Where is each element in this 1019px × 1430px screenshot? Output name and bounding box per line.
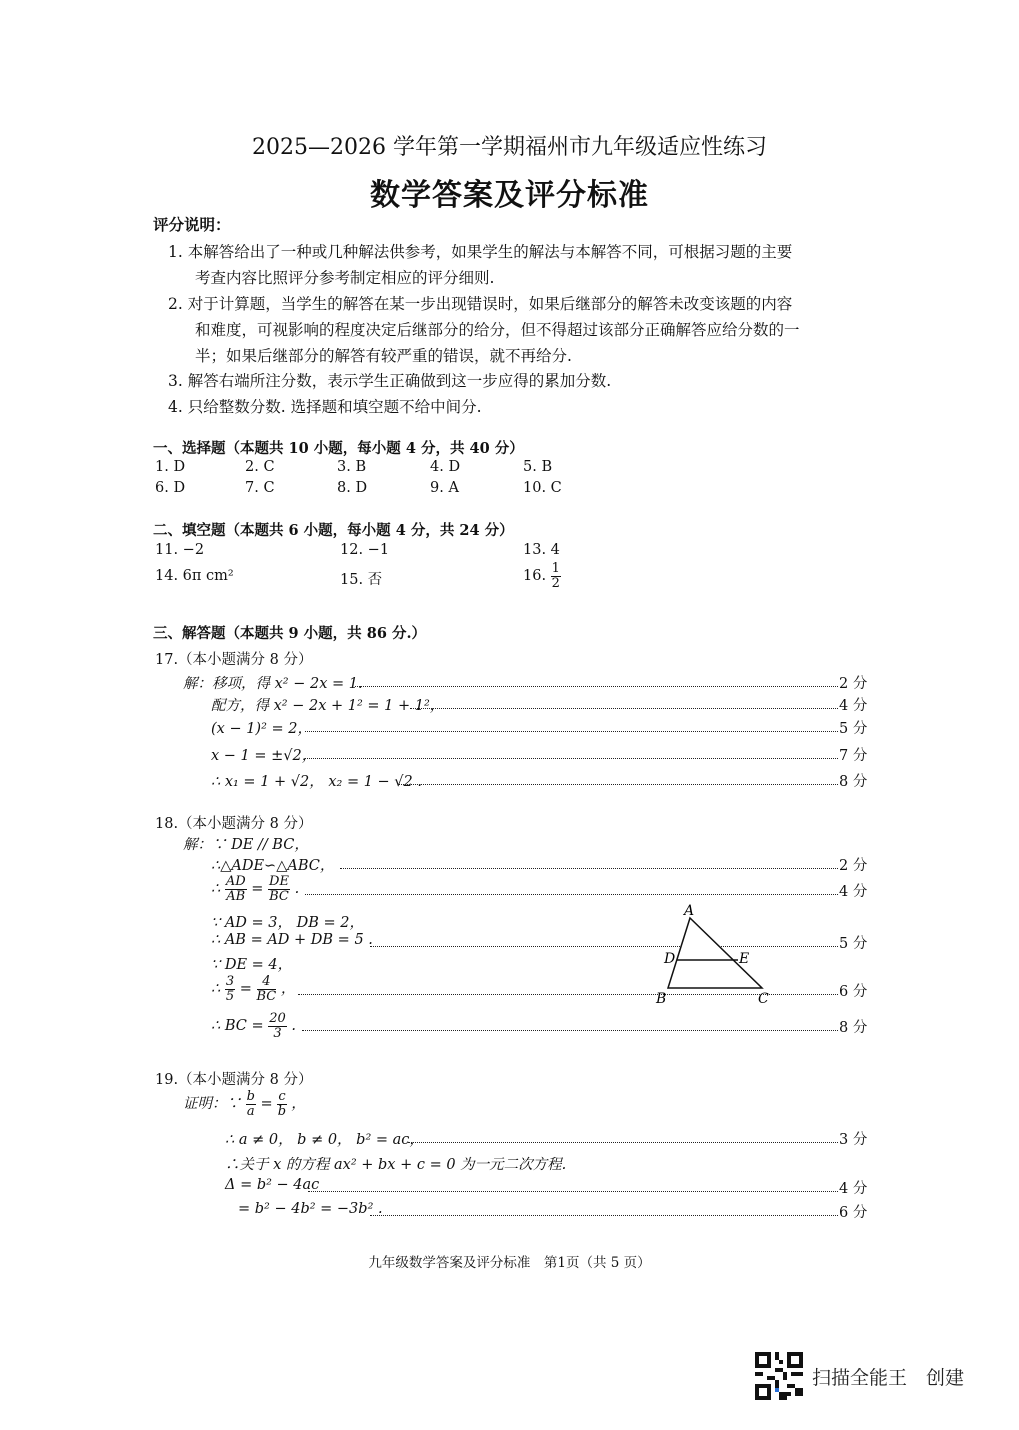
q18-step-6: ∵ DE = 4， (211, 957, 293, 973)
denominator: 2 (551, 575, 560, 591)
score-leader (305, 894, 838, 895)
score-leader (355, 686, 838, 687)
note-4: 4. 只给整数分数. 选择题和填空题不给中间分. (168, 398, 482, 416)
score-label: 3 分 (839, 1132, 868, 1148)
note-2-line-3: 半；如果后继部分的解答有较严重的错误，就不再给分. (195, 347, 572, 365)
score-label: 4 分 (839, 884, 868, 900)
q18-step-1: 解：∵ DE // BC， (183, 837, 309, 853)
score-leader (398, 784, 838, 785)
therefore-symbol: ∴ (211, 881, 221, 898)
note-1-line-1: 1. 本解答给出了一种或几种解法供参考，如果学生的解法与本解答不同，可根据习题的主要 (168, 243, 793, 261)
score-label: 2 分 (839, 676, 868, 692)
fraction (268, 875, 290, 903)
numerator: AD (225, 874, 246, 889)
q18-step-3 (211, 875, 299, 903)
fraction (257, 975, 277, 1003)
score-label: 5 分 (839, 721, 868, 737)
section-1-heading: 一、选择题（本题共 10 小题，每小题 4 分，共 40 分） (153, 440, 524, 457)
score-label: 8 分 (839, 1020, 868, 1036)
comma: ， (291, 1096, 306, 1113)
q19-step-5: = b² − 4b² = −3b² . (238, 1201, 383, 1217)
fill-answer-12: 12. −1 (340, 542, 390, 558)
q18-step-4: ∵ AD = 3， DB = 2， (211, 915, 365, 931)
q17-title: 17.（本小题满分 8 分） (155, 652, 313, 668)
denominator: b (277, 1103, 287, 1119)
page-footer: 九年级数学答案及评分标准 第1页（共 5 页） (368, 1255, 651, 1271)
choice-answer-4: 4. D (430, 459, 461, 475)
score-leader (370, 1215, 838, 1216)
numerator: 3 (225, 974, 235, 989)
q19-step-4: Δ = b² − 4ac (225, 1177, 320, 1193)
denominator: a (246, 1103, 255, 1119)
numerator: b (246, 1089, 255, 1104)
choice-answer-3: 3. B (337, 459, 367, 475)
comma: ， (280, 981, 296, 998)
q19-step-2: ∴ a ≠ 0， b ≠ 0， b² = ac， (225, 1132, 424, 1148)
score-label: 8 分 (839, 774, 868, 790)
choice-answer-1: 1. D (155, 459, 186, 475)
score-label: 6 分 (839, 1205, 868, 1221)
bc-equals: ∴ BC = (211, 1018, 264, 1035)
notes-heading: 评分说明： (153, 215, 231, 234)
fill-answer-11: 11. −2 (155, 542, 205, 558)
numerator: 20 (269, 1011, 286, 1026)
q18-step-7 (211, 975, 295, 1003)
fill-answer-13: 13. 4 (523, 542, 560, 558)
score-leader (302, 1030, 838, 1031)
numerator: c (278, 1089, 286, 1104)
q19-step-3: ∴关于 x 的方程 ax² + bx + c = 0 为一元二次方程. (225, 1157, 567, 1173)
score-label: 7 分 (839, 748, 868, 764)
section-3-heading: 三、解答题（本题共 9 小题，共 86 分.） (153, 625, 427, 642)
denominator: BC (269, 888, 289, 904)
choice-answer-9: 9. A (430, 480, 459, 496)
q17-step-5: ∴ x₁ = 1 + √2， x₂ = 1 − √2 . (211, 774, 422, 790)
fraction (225, 975, 235, 1003)
q18-step-2: ∴△ADE∽△ABC， (211, 858, 335, 874)
fill-answer-14: 14. 6π cm² (155, 568, 234, 584)
score-label: 4 分 (839, 1181, 868, 1197)
score-leader (410, 708, 838, 709)
score-label: 6 分 (839, 984, 868, 1000)
score-leader (305, 758, 838, 759)
qr-code-icon (755, 1352, 803, 1400)
q17-step-1: 解：移项，得 x² − 2x = 1. (183, 676, 363, 692)
score-label: 2 分 (839, 858, 868, 874)
q18-title: 18.（本小题满分 8 分） (155, 816, 313, 832)
q17-step-2: 配方，得 x² − 2x + 1² = 1 + 1²， (211, 698, 445, 714)
fraction (225, 875, 247, 903)
score-leader (305, 731, 838, 732)
fraction (246, 1090, 256, 1118)
denominator: AB (226, 888, 246, 904)
fraction (277, 1090, 286, 1118)
q18-step-5: ∴ AB = AD + DB = 5 . (211, 932, 373, 948)
denominator: 5 (225, 988, 235, 1004)
numerator: DE (269, 874, 289, 889)
fill-answer-16 (523, 562, 561, 590)
score-leader (408, 1142, 838, 1143)
numerator: 1 (551, 561, 560, 576)
proof-because: 证明：∵ (183, 1096, 241, 1113)
note-1-line-2: 考查内容比照评分参考制定相应的评分细则. (195, 269, 495, 287)
choice-answer-10: 10. C (523, 480, 562, 496)
choice-answer-6: 6. D (155, 480, 186, 496)
point-label-d: D (664, 951, 676, 967)
score-label: 5 分 (839, 936, 868, 952)
fill-answer-16-label: 16. (523, 568, 547, 585)
q17-step-3: (x − 1)² = 2， (211, 721, 312, 737)
therefore-symbol: ∴ (211, 981, 221, 998)
scanner-watermark: 扫描全能王 创建 (812, 1367, 965, 1389)
q18-step-8 (211, 1012, 296, 1040)
numerator: 4 (257, 975, 277, 990)
section-2-heading: 二、填空题（本题共 6 小题，每小题 4 分，共 24 分） (153, 522, 514, 539)
fill-answer-15: 15. 否 (340, 572, 383, 588)
choice-answer-2: 2. C (245, 459, 275, 475)
score-leader (340, 868, 838, 869)
period: . (294, 881, 300, 898)
vertex-label-b: B (656, 991, 667, 1007)
page-title: 数学答案及评分标准 (370, 178, 649, 213)
choice-answer-7: 7. C (245, 480, 275, 496)
denominator: 3 (273, 1025, 282, 1041)
denominator: BC (256, 988, 277, 1004)
note-2-line-1: 2. 对于计算题，当学生的解答在某一步出现错误时，如果后继部分的解答未改变该题的内容 (168, 295, 793, 313)
triangle-figure (650, 900, 790, 1010)
vertex-label-a: A (684, 903, 695, 919)
equals-sign: = (239, 981, 252, 998)
vertex-label-c: C (758, 991, 769, 1007)
note-2-line-2: 和难度，可视影响的程度决定后继部分的给分，但不得超过该部分正确解答应给分数的一 (195, 321, 800, 339)
choice-answer-5: 5. B (523, 459, 553, 475)
score-label: 4 分 (839, 698, 868, 714)
score-leader (308, 1191, 838, 1192)
fraction (268, 1012, 287, 1040)
q19-step-1 (183, 1090, 306, 1118)
choice-answer-8: 8. D (337, 480, 368, 496)
note-3: 3. 解答右端所注分数，表示学生正确做到这一步应得的累加分数. (168, 372, 612, 390)
equals-sign: = (260, 1096, 273, 1113)
period: . (291, 1018, 296, 1035)
fraction-one-half (551, 562, 561, 590)
equals-sign: = (251, 881, 264, 898)
q19-title: 19.（本小题满分 8 分） (155, 1072, 313, 1088)
point-label-e: E (739, 951, 750, 967)
exam-title: 2025—2026 学年第一学期福州市九年级适应性练习 (252, 135, 767, 160)
q17-step-4: x − 1 = ±√2， (211, 748, 317, 764)
